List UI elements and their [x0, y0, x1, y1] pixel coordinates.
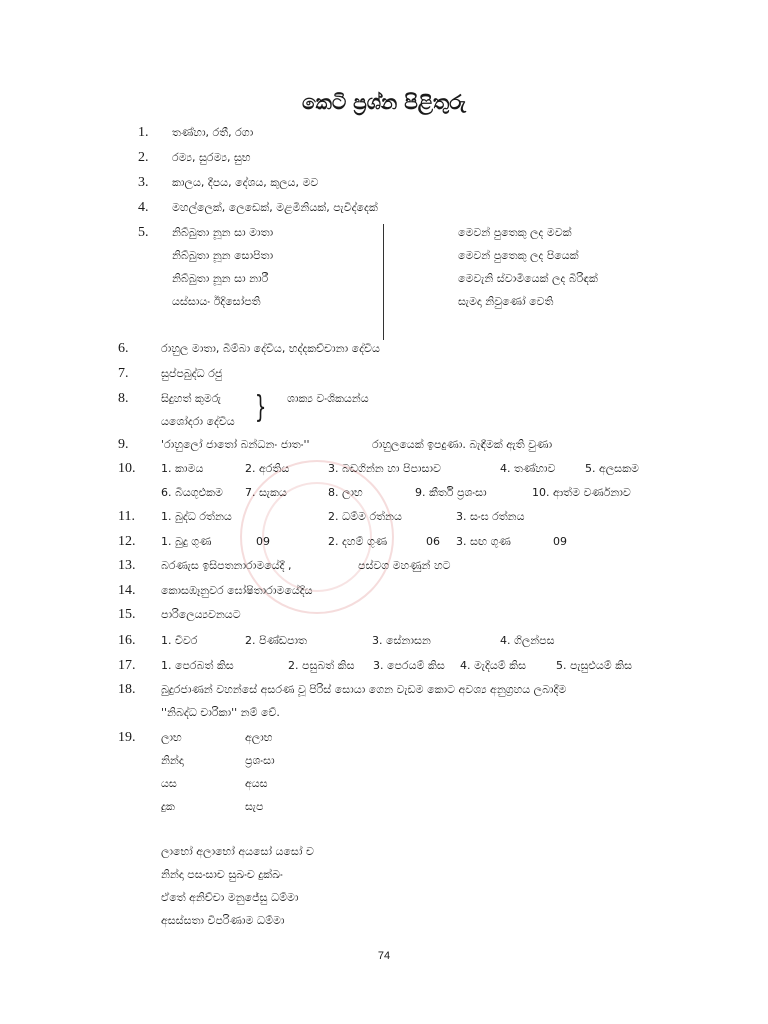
question-number-19: 19.	[118, 730, 136, 745]
answer-10-item-6: 6. බියගුළුකම	[161, 486, 223, 499]
answer-5-left-1: නිබ්බුතා නූන සා මාතා	[172, 226, 274, 239]
question-number-5: 5.	[138, 225, 149, 240]
question-number-1: 1.	[138, 125, 149, 140]
page-title: කෙටි ප්‍රශ්න පිළිතුරු	[301, 90, 466, 114]
answer-15: පාරිලෙය්‍යවනයට	[161, 608, 241, 621]
answer-3: කාලය, දීපය, දේශය, කුලය, මව	[172, 176, 319, 189]
verse-line-1: ලාභෝ අලාභෝ අයසෝ යසෝ ච	[161, 845, 314, 858]
answer-16-item-4: 4. ගිලන්පස	[500, 634, 555, 647]
question-number-18: 18.	[118, 682, 136, 697]
answer-5-right-4: සැමදා නිවුණෝ වෙති	[458, 295, 554, 308]
answer-17-item-5: 5. පැසුළුයම් කිස	[556, 659, 633, 672]
answer-19-pair-3-right: අයස	[245, 777, 268, 790]
question-number-3: 3.	[138, 175, 149, 190]
answer-1: තණ්හා, රතී, රගා	[172, 126, 254, 139]
verse-line-3: ඒතේ අනිච්චා මනුජේසු ධම්මා	[161, 891, 299, 904]
answer-5-left-4: යස්සායං ඊදිසෝපති	[172, 295, 261, 308]
question-number-16: 16.	[118, 633, 136, 648]
answer-19-pair-4-left: දුක	[161, 800, 175, 813]
answer-12-item-3: 3. සඟ ගුණ	[456, 535, 511, 548]
page-number: 74	[377, 950, 391, 962]
answer-5-left-2: නිබ්බුතා නූන සොපිතා	[172, 249, 274, 262]
question-number-12: 12.	[118, 534, 136, 549]
answer-16-item-3: 3. සේනාසන	[372, 634, 431, 647]
answer-10-item-7: 7. සැකය	[245, 486, 287, 499]
answer-4: මහල්ලෙක්, ලෙඩෙක්, මළමිනියක්, පැවිද්දෙක්	[172, 201, 378, 214]
question-number-14: 14.	[118, 583, 136, 598]
answer-17-item-1: 1. පෙරබත් කිස	[161, 659, 234, 672]
answer-10-item-1: 1. කාමය	[161, 462, 204, 475]
answer-17-item-4: 4. මැදියම් කිස	[460, 659, 527, 672]
answer-12-count-1: 09	[256, 535, 270, 548]
question-number-15: 15.	[118, 607, 136, 622]
answer-11-item-1: 1. බුද්ධ රත්නය	[161, 510, 232, 523]
answer-5-divider	[383, 224, 384, 340]
question-number-11: 11.	[118, 509, 135, 524]
answer-13-right: පස්වග මහණුන් හට	[358, 559, 451, 572]
verse-line-2: නින්දා පසංසාච සුඛංච දුක්ඛං	[161, 868, 283, 881]
answer-19-pair-3-left: යස	[161, 777, 177, 790]
answer-5-right-1: මෙවන් පුතෙකු ලද මවක්	[458, 226, 572, 239]
answer-16-item-2: 2. පිණ්ඩපාත	[245, 634, 307, 647]
answer-16-item-1: 1. චීවර	[161, 634, 198, 647]
answer-10-item-2: 2. අරතිය	[245, 462, 290, 475]
answer-10-item-9: 9. කීර්ති ප්‍රශංසා	[415, 486, 487, 499]
verse-line-4: අසස්සතා විපරිණාම ධම්මා	[161, 914, 285, 927]
question-number-7: 7.	[118, 366, 129, 381]
question-number-2: 2.	[138, 150, 149, 165]
answer-11-item-2: 2. ධම්ම රත්නය	[328, 510, 402, 523]
question-number-8: 8.	[118, 391, 129, 406]
answer-8-line-2: යශෝදරා දේවිය	[161, 415, 235, 428]
answer-19-pair-1-right: අලාභ	[245, 731, 273, 744]
answer-19-pair-2-right: ප්‍රශංසා	[245, 754, 275, 767]
question-number-10: 10.	[118, 461, 136, 476]
question-number-13: 13.	[118, 558, 136, 573]
answer-9-right: රාහුලයෙක් ඉපදුණා. බැඳීමක් ඇති වුණා	[372, 438, 553, 451]
answer-10-item-8: 8. ලාභ	[328, 486, 363, 499]
answer-5-left-3: නිබ්බුතා නූන සා නාරී	[172, 272, 269, 285]
answer-6: රාහුල මාතා, බිම්බා දේවිය, භද්දකච්චානා දේවිය	[161, 342, 380, 355]
question-number-6: 6.	[118, 341, 129, 356]
question-number-4: 4.	[138, 200, 149, 215]
answer-17-item-2: 2. පසුබත් කිස	[288, 659, 355, 672]
answer-12-item-1: 1. බුදු ගුණ	[161, 535, 212, 548]
question-number-17: 17.	[118, 658, 136, 673]
answer-14: කොසඹෑනුවර ඝෝෂිතාරාමයේදිය	[161, 584, 313, 597]
answer-13-left: බරණැස ඉසිපතනාරාමයේදී ,	[161, 559, 292, 572]
question-number-9: 9.	[118, 437, 129, 452]
answer-17-item-3: 3. පෙරයම් කිස	[373, 659, 445, 672]
answer-10-item-5: 5. අලසකම	[585, 462, 639, 475]
answer-18-line-1: බුදුරජාණන් වහන්සේ අසරණ වූ පිරිස් සොයා ගෙන වැඩම කොට අවශ්‍ය අනුග්‍රහය ලබාදීම	[161, 683, 567, 696]
brace-icon: }	[254, 390, 267, 425]
answer-9-left: 'රාහුලෝ ජාතෝ බන්ධනං ජාතං''	[161, 438, 310, 451]
answer-12-count-2: 06	[426, 535, 440, 548]
answer-8-right: ශාක්‍ය වංශිකයන්ය	[287, 392, 369, 405]
answer-19-pair-4-right: සැප	[245, 800, 264, 813]
answer-2: රම්‍ය, සුරම්‍ය, සුභ	[172, 151, 251, 164]
answer-5-right-2: මෙවන් පුතෙකු ලද පියෙක්	[458, 249, 579, 262]
answer-19-pair-2-left: නින්දා	[161, 754, 184, 767]
answer-11-item-3: 3. සංඝ රත්නය	[456, 510, 525, 523]
answer-8-line-1: සිදුහත් කුමරු	[161, 392, 221, 405]
answer-18-line-2: ''නිබද්ධ චාරිකා'' නම් වේ.	[161, 706, 280, 719]
answer-12-item-2: 2. දහම් ගුණ	[328, 535, 388, 548]
answer-12-count-3: 09	[553, 535, 567, 548]
answer-10-item-4: 4. තණ්හාව	[500, 462, 556, 475]
answer-10-item-10: 10. ආත්ම වර්ණනාව	[532, 486, 631, 499]
answer-5-right-3: මෙවැනි ස්වාමියෙක් ලද බිරිඳක්	[458, 272, 598, 285]
answer-19-pair-1-left: ලාභ	[161, 731, 182, 744]
answer-7: සුප්පබුද්ධ රජු	[161, 367, 223, 380]
answer-10-item-3: 3. බඩගින්න හා පිපාසාව	[328, 462, 441, 475]
